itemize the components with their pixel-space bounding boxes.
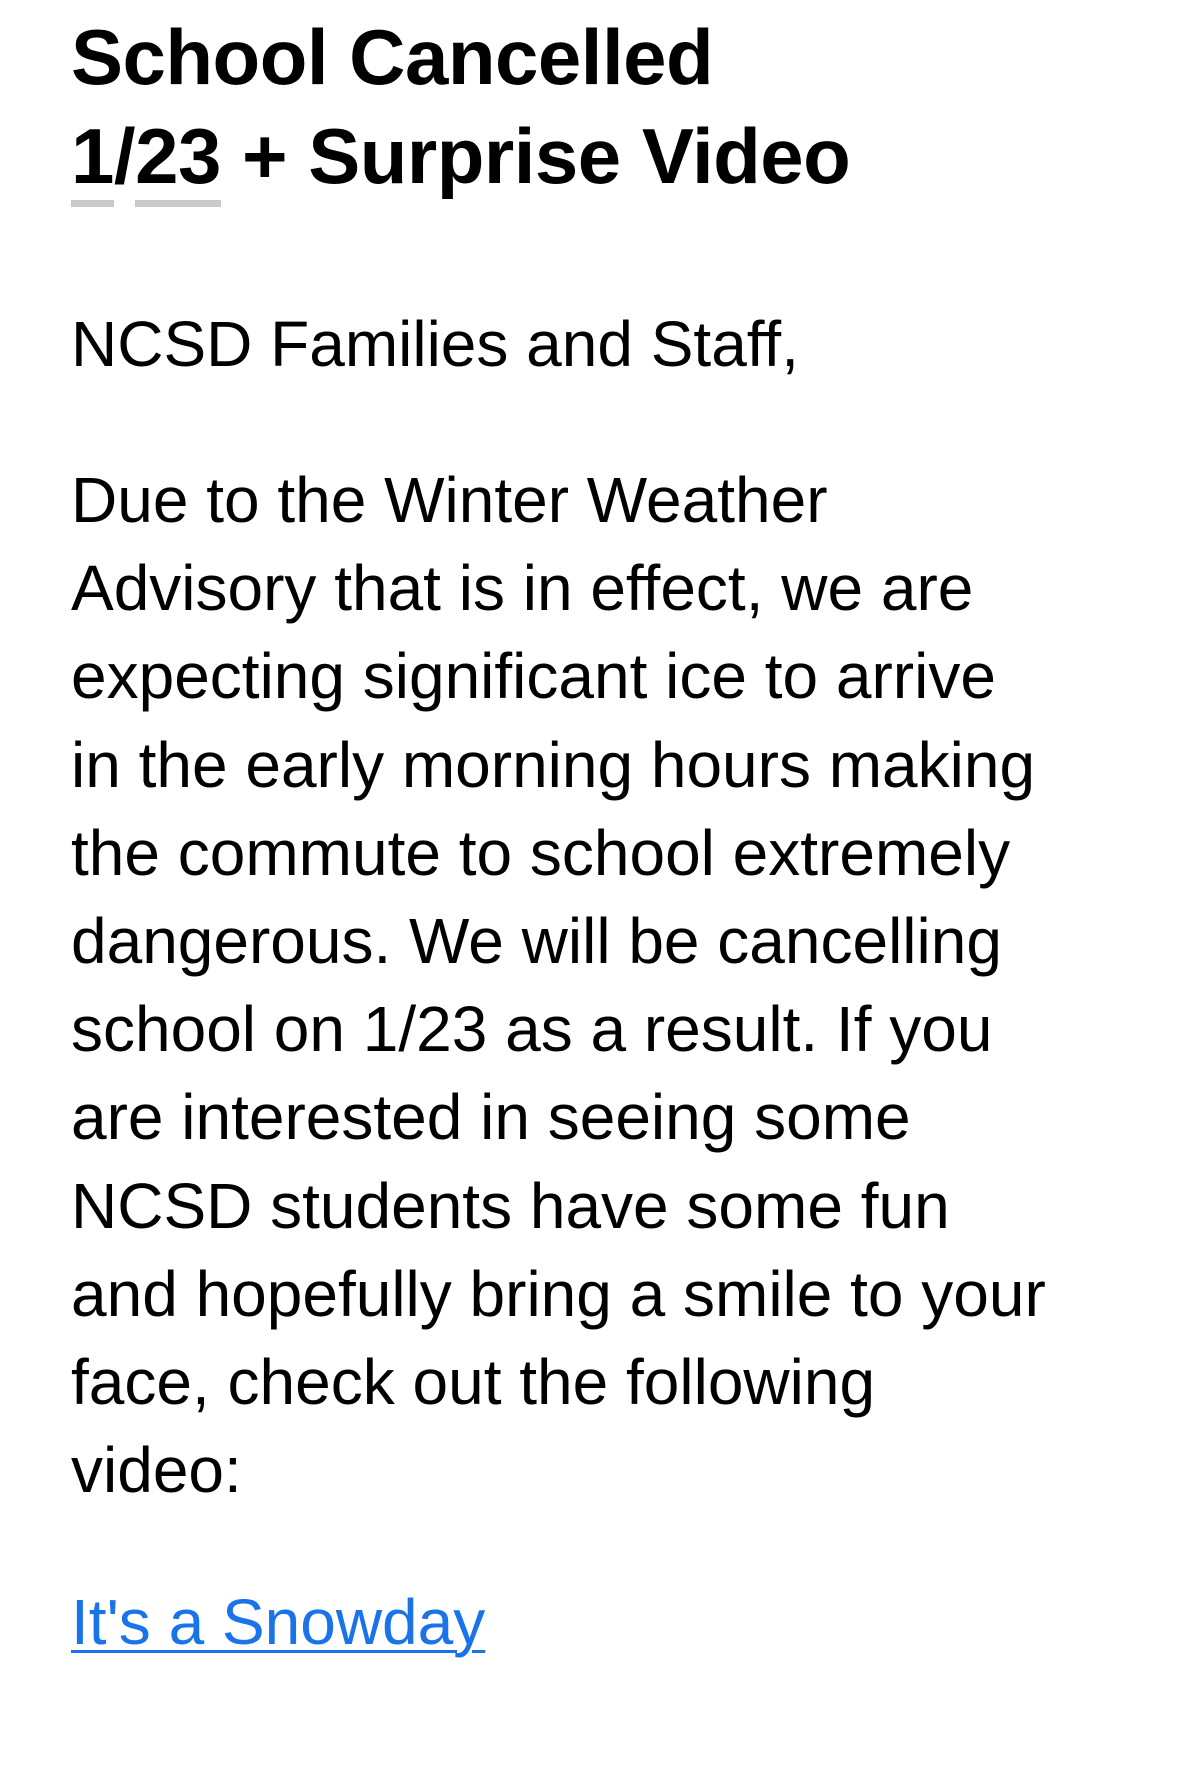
email-content xyxy=(71,0,1111,1658)
body-line: Advisory that is in effect, we are xyxy=(71,552,974,625)
greeting: NCSD Families and Staff, xyxy=(71,308,799,380)
body-line: Due to the Winter Weather xyxy=(71,464,828,536)
subject-line-2 xyxy=(71,107,1111,206)
body-line: expecting significant ice to arrive xyxy=(71,640,996,713)
detected-date-day[interactable]: 23 xyxy=(135,112,221,207)
video-link-paragraph xyxy=(71,1578,485,1666)
body-line: face, check out the following xyxy=(71,1346,876,1419)
body-line: the commute to school extremely xyxy=(71,816,1011,889)
snowday-video-link[interactable]: It's a Snowday xyxy=(71,1586,486,1658)
email-body xyxy=(71,456,1111,1514)
body-line: NCSD students have some fun xyxy=(71,1169,950,1242)
subject-suffix: + Surprise Video xyxy=(220,112,851,200)
subject-line-1: School Cancelled xyxy=(71,13,714,101)
body-line: dangerous. We will be cancelling xyxy=(71,905,1002,978)
body-line: school on 1/23 as a result. If you xyxy=(71,993,993,1066)
body-line: are interested in seeing some xyxy=(71,1081,911,1154)
date-separator: / xyxy=(113,112,136,200)
body-line: video: xyxy=(71,1434,242,1507)
body-line: in the early morning hours making xyxy=(71,728,1036,801)
email-subject xyxy=(71,0,1111,206)
body-line: and hopefully bring a smile to your xyxy=(71,1257,1046,1330)
detected-date-month[interactable]: 1 xyxy=(71,112,114,207)
